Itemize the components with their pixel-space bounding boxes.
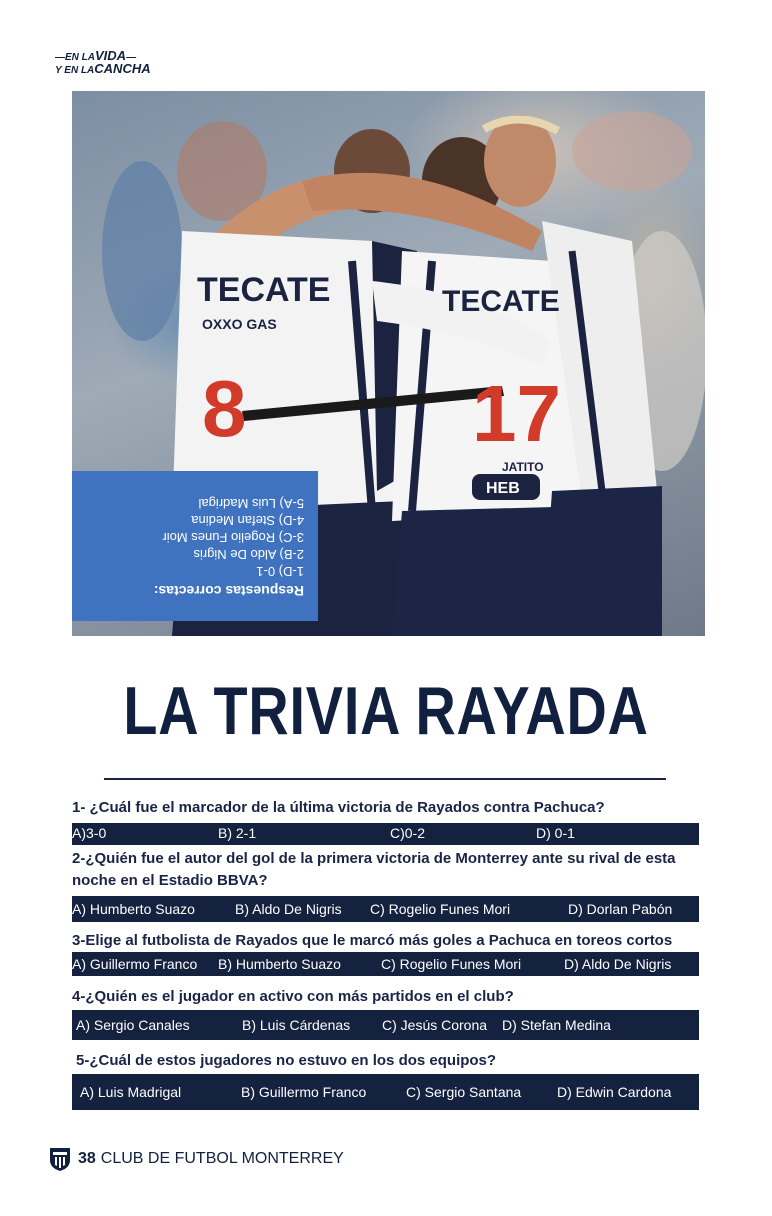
q5-option-c: C) Sergio Santana	[406, 1084, 522, 1100]
page-title: LA TRIVIA RAYADA	[123, 673, 649, 749]
q5-option-d: D) Edwin Cardona	[557, 1084, 672, 1100]
q2-option-d: D) Dorlan Pabón	[568, 901, 673, 917]
q1-option-a: A)3-0	[72, 825, 107, 841]
q1-option-c: C)0-2	[390, 825, 426, 841]
answer-row: 1-D) 0-1	[256, 564, 304, 579]
q3-option-d: D) Aldo De Nigris	[564, 956, 672, 972]
jersey-right-number: 17	[472, 369, 561, 458]
q3-option-c: C) Rogelio Funes Mori	[381, 956, 522, 972]
answer-row: 4-D) Stefan Medina	[191, 513, 304, 528]
answer-row: 5-A) Luis Madrigal	[198, 496, 304, 511]
q4-option-d: D) Stefan Medina	[502, 1017, 611, 1033]
question-4-options	[72, 1010, 699, 1040]
jersey-left-sponsor: TECATE	[197, 271, 331, 309]
question-2: 2-¿Quién fue el autor del gol de la primera victoria de Monterrey ante su rival de esta noche en el Estadio BBVA?	[72, 850, 676, 889]
answer-row: 2-B) Aldo De Nigris	[193, 547, 304, 562]
q4-option-c: C) Jesús Corona	[382, 1017, 488, 1033]
question-1: 1- ¿Cuál fue el marcador de la última victoria de Rayados contra Pachuca?	[72, 799, 605, 816]
q3-option-b: B) Humberto Suazo	[218, 956, 341, 972]
q1-option-d: D) 0-1	[536, 825, 575, 841]
jersey-right-sponsor: TECATE	[442, 285, 560, 318]
logo-line2-prefix: Y EN LA	[55, 65, 95, 76]
q2-option-b: B) Aldo De Nigris	[235, 901, 342, 917]
page-footer	[48, 1146, 344, 1172]
question-2-options	[72, 896, 699, 922]
magazine-section-logo	[55, 48, 151, 80]
q5-option-b: B) Guillermo Franco	[241, 1084, 367, 1100]
answer-row: 3-C) Rogelio Funes Moir	[162, 530, 304, 545]
question-1-options	[72, 823, 699, 845]
jersey-right-badge: HEB	[486, 480, 520, 497]
question-4: 4-¿Quién es el jugador en activo con más partidos en el club?	[72, 988, 514, 1005]
question-3: 3-Elige al futbolista de Rayados que le marcó más goles a Pachuca en toreos cortos	[72, 932, 673, 949]
players-celebration-photo	[72, 91, 705, 636]
question-3-options	[72, 952, 699, 976]
jersey-left-subsponsor: OXXO GAS	[202, 316, 277, 332]
jersey-right-name: JATITO	[502, 460, 544, 474]
question-5-options	[72, 1074, 699, 1110]
q1-option-b: B) 2-1	[218, 825, 257, 841]
question-5: 5-¿Cuál de estos jugadores no estuvo en los dos equipos?	[76, 1052, 497, 1069]
q4-option-a: A) Sergio Canales	[76, 1017, 190, 1033]
answers-box-upside-down	[72, 471, 318, 621]
jersey-left-number: 8	[202, 364, 247, 453]
logo-line1-bold: VIDA	[95, 48, 127, 63]
q5-option-a: A) Luis Madrigal	[80, 1084, 182, 1100]
logo-line2-bold: CANCHA	[94, 61, 151, 76]
club-crest-icon	[48, 1146, 72, 1172]
logo-line1-suffix: —	[126, 52, 137, 63]
page-number: 38	[78, 1150, 96, 1167]
title-divider	[104, 778, 666, 780]
q4-option-b: B) Luis Cárdenas	[242, 1017, 351, 1033]
q3-option-a: A) Guillermo Franco	[72, 956, 198, 972]
logo-line1-prefix: —EN LA	[55, 52, 95, 63]
club-name: CLUB DE FUTBOL MONTERREY	[100, 1150, 344, 1167]
q2-option-c: C) Rogelio Funes Mori	[370, 901, 511, 917]
answers-title: Respuestas correctas:	[153, 583, 304, 599]
q2-option-a: A) Humberto Suazo	[72, 901, 195, 917]
